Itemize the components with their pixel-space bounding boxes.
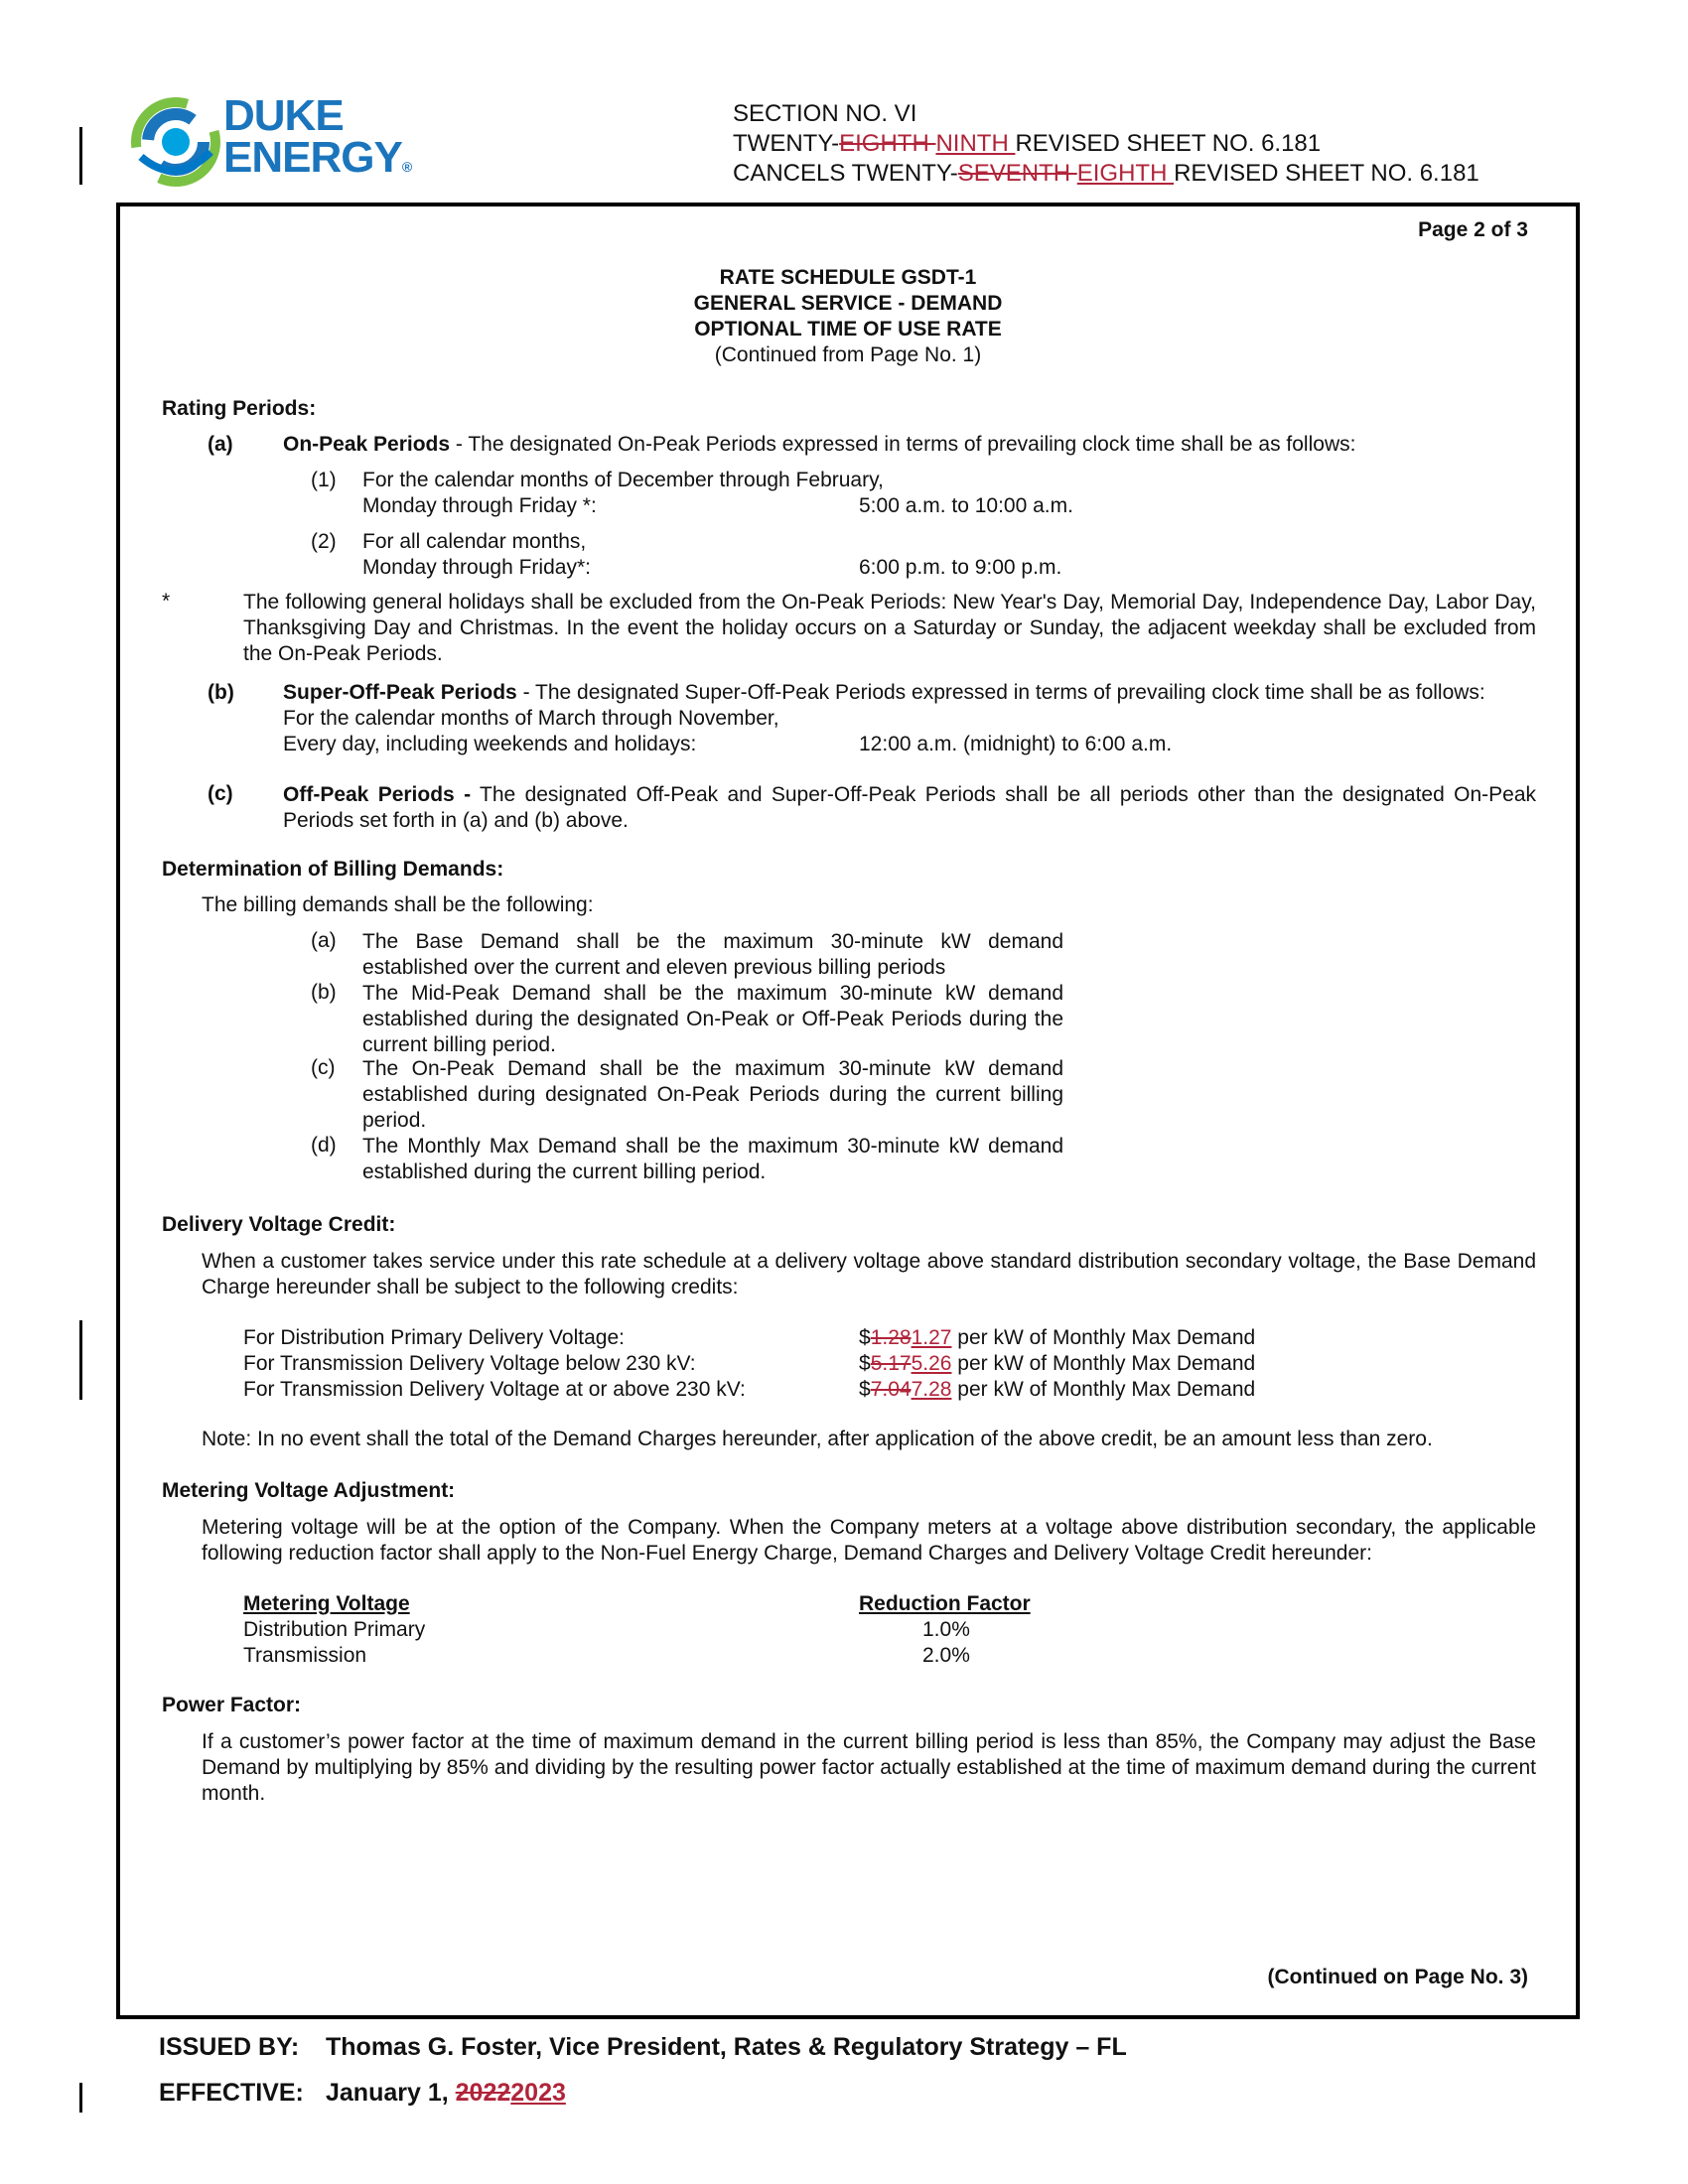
metering-intro: Metering voltage will be at the option of the Company. When the Company meters at a voltage above distribution secondary, the applicable following reduction factor shall apply to the Non-Fuel Energy Charge, Demand Charges and Delivery Voltage Credit hereunder: — [202, 1516, 1536, 1565]
credit-row-label: For Distribution Primary Delivery Voltage: — [243, 1326, 625, 1349]
rating-b-line1: For the calendar months of March through November, — [283, 707, 779, 730]
logo-line-2: ENERGY — [223, 133, 402, 182]
effective-label: EFFECTIVE: — [159, 2079, 304, 2107]
page-label: Page 2 of 3 — [1418, 218, 1528, 241]
cancels-sheet-line: CANCELS TWENTY-SEVENTH EIGHTH REVISED SHEET NO. 6.181 — [733, 160, 1479, 187]
continued-label: (Continued on Page No. 3) — [1267, 1966, 1528, 1988]
inserted-text: 5.26 — [911, 1352, 952, 1375]
duke-energy-swirl-icon — [131, 97, 220, 187]
metering-row-voltage: Transmission — [243, 1644, 367, 1667]
inserted-text: 1.27 — [911, 1326, 952, 1349]
issued-by-label: ISSUED BY: — [159, 2033, 300, 2061]
rating-c-label: (c) — [208, 782, 233, 805]
revision-bar-header — [79, 127, 82, 185]
rating-b-label: (b) — [208, 681, 234, 704]
metering-row-factor: 2.0% — [922, 1644, 970, 1667]
rating-a2-line1: For all calendar months, — [362, 530, 587, 553]
metering-row-factor: 1.0% — [922, 1618, 970, 1641]
title-line-2: GENERAL SERVICE - DEMAND — [693, 292, 1003, 315]
metering-col-voltage: Metering Voltage — [243, 1592, 410, 1615]
deleted-text: 7.04 — [870, 1378, 912, 1401]
credit-intro: When a customer takes service under this rate schedule at a delivery voltage above standard distribution secondary voltage, the Base Demand Charge hereunder shall be subject to the following credits: — [202, 1250, 1536, 1298]
rating-b-text: Super-Off-Peak Periods - The designated Super-Off-Peak Periods expressed in terms of prevailing clock time shall be as follows: — [283, 681, 1485, 704]
section-number: SECTION NO. VI — [733, 100, 917, 127]
rating-a1-num: (1) — [311, 469, 337, 491]
deleted-text: 2022 — [455, 2079, 511, 2107]
rating-a2-line2: Monday through Friday*: — [362, 556, 591, 579]
title-line-3: OPTIONAL TIME OF USE RATE — [694, 318, 1002, 341]
power-factor-heading: Power Factor: — [162, 1694, 302, 1716]
revision-bar-credit — [79, 1320, 82, 1400]
title-line-1: RATE SCHEDULE GSDT-1 — [719, 266, 977, 289]
logo-wordmark — [223, 91, 413, 188]
credit-row-value: $7.047.28 per kW of Monthly Max Demand — [859, 1378, 1256, 1401]
inserted-text: 7.28 — [911, 1378, 952, 1401]
rating-a2-time: 6:00 p.m. to 9:00 p.m. — [859, 556, 1062, 579]
rating-a2-num: (2) — [311, 530, 337, 553]
inserted-text: EIGHTH — [1076, 160, 1175, 187]
rating-a1-time: 5:00 a.m. to 10:00 a.m. — [859, 494, 1073, 517]
billing-item-d-text: The Monthly Max Demand shall be the maximum 30-minute kW demand established during the current billing period. — [362, 1135, 1063, 1183]
metering-col-factor: Reduction Factor — [859, 1592, 1031, 1615]
holiday-asterisk: * — [162, 590, 171, 613]
duke-energy-logo — [131, 91, 419, 185]
tariff-page-frame — [116, 203, 1580, 2019]
credit-row-value: $1.281.27 per kW of Monthly Max Demand — [859, 1326, 1256, 1349]
deleted-text: SEVENTH — [957, 160, 1077, 187]
metering-heading: Metering Voltage Adjustment: — [162, 1479, 456, 1502]
billing-item-c-text: The On-Peak Demand shall be the maximum 30-minute kW demand established during designated On-Peak Periods during the current billing period. — [362, 1057, 1063, 1132]
sheet-footer — [159, 2033, 1127, 2124]
deleted-text: EIGHTH — [839, 130, 936, 157]
revision-bar-footer — [79, 2083, 82, 2113]
rating-a-label: (a) — [208, 433, 233, 456]
issued-by-value: Thomas G. Foster, Vice President, Rates & Regulatory Strategy – FL — [326, 2033, 1127, 2061]
revised-sheet-line: TWENTY-EIGHTH NINTH REVISED SHEET NO. 6.181 — [733, 130, 1322, 157]
billing-item-d-label: (d) — [311, 1134, 337, 1157]
billing-item-a-text: The Base Demand shall be the maximum 30-minute kW demand established over the current and eleven previous billing periods — [362, 930, 1063, 979]
deleted-text: 1.28 — [870, 1326, 912, 1349]
power-factor-text: If a customer’s power factor at the time of maximum demand in the current billing period is less than 85%, the Company may adjust the Base Demand by multiplying by 85% and dividing by the resulting power factor actually established at the time of maximum demand during the current month. — [202, 1730, 1536, 1805]
rating-b-line2: Every day, including weekends and holidays: — [283, 733, 697, 755]
title-line-4: (Continued from Page No. 1) — [714, 343, 982, 366]
inserted-text: NINTH — [935, 130, 1016, 157]
rating-a-text: On-Peak Periods - The designated On-Peak Periods expressed in terms of prevailing clock time shall be as follows: — [283, 433, 1356, 456]
credit-note: Note: In no event shall the total of the Demand Charges hereunder, after application of the above credit, be an amount less than zero. — [202, 1428, 1433, 1450]
billing-heading: Determination of Billing Demands: — [162, 858, 504, 881]
rating-c-text: Off-Peak Periods - The designated Off-Peak and Super-Off-Peak Periods shall be all periods other than the designated On-Peak Periods set forth in (a) and (b) above. — [283, 783, 1536, 832]
billing-item-a-label: (a) — [311, 929, 337, 952]
logo-line-1: DUKE — [223, 91, 344, 140]
credit-row-label: For Transmission Delivery Voltage at or above 230 kV: — [243, 1378, 746, 1401]
inserted-text: 2023 — [510, 2079, 566, 2107]
credit-row-label: For Transmission Delivery Voltage below 230 kV: — [243, 1352, 696, 1375]
effective-value: January 1, 20222023 — [326, 2079, 566, 2107]
billing-intro: The billing demands shall be the following: — [202, 893, 594, 916]
deleted-text: 5.17 — [870, 1352, 912, 1375]
billing-item-c-label: (c) — [311, 1056, 336, 1079]
rating-periods-heading: Rating Periods: — [162, 397, 317, 420]
holiday-text: The following general holidays shall be excluded from the On-Peak Periods: New Year's Day, Memorial Day, Independence Day, Labor Day, Thanksgiving Day and Christmas. In the event the holiday occurs on a Saturday or Sunday, the adjacent weekday shall be excluded from the On-Peak Periods. — [243, 591, 1536, 665]
sheet-header — [733, 99, 1479, 189]
billing-item-b-label: (b) — [311, 981, 337, 1004]
billing-item-b-text: The Mid-Peak Demand shall be the maximum 30-minute kW demand established during the designated On-Peak or Off-Peak Periods during the current billing period. — [362, 982, 1063, 1056]
logo-registered-mark: ® — [401, 159, 413, 175]
credit-row-value: $5.175.26 per kW of Monthly Max Demand — [859, 1352, 1256, 1375]
rating-a1-line1: For the calendar months of December through February, — [362, 469, 884, 491]
metering-row-voltage: Distribution Primary — [243, 1618, 426, 1641]
credit-heading: Delivery Voltage Credit: — [162, 1213, 396, 1236]
rating-b-time: 12:00 a.m. (midnight) to 6:00 a.m. — [859, 733, 1173, 755]
rating-a1-line2: Monday through Friday *: — [362, 494, 597, 517]
